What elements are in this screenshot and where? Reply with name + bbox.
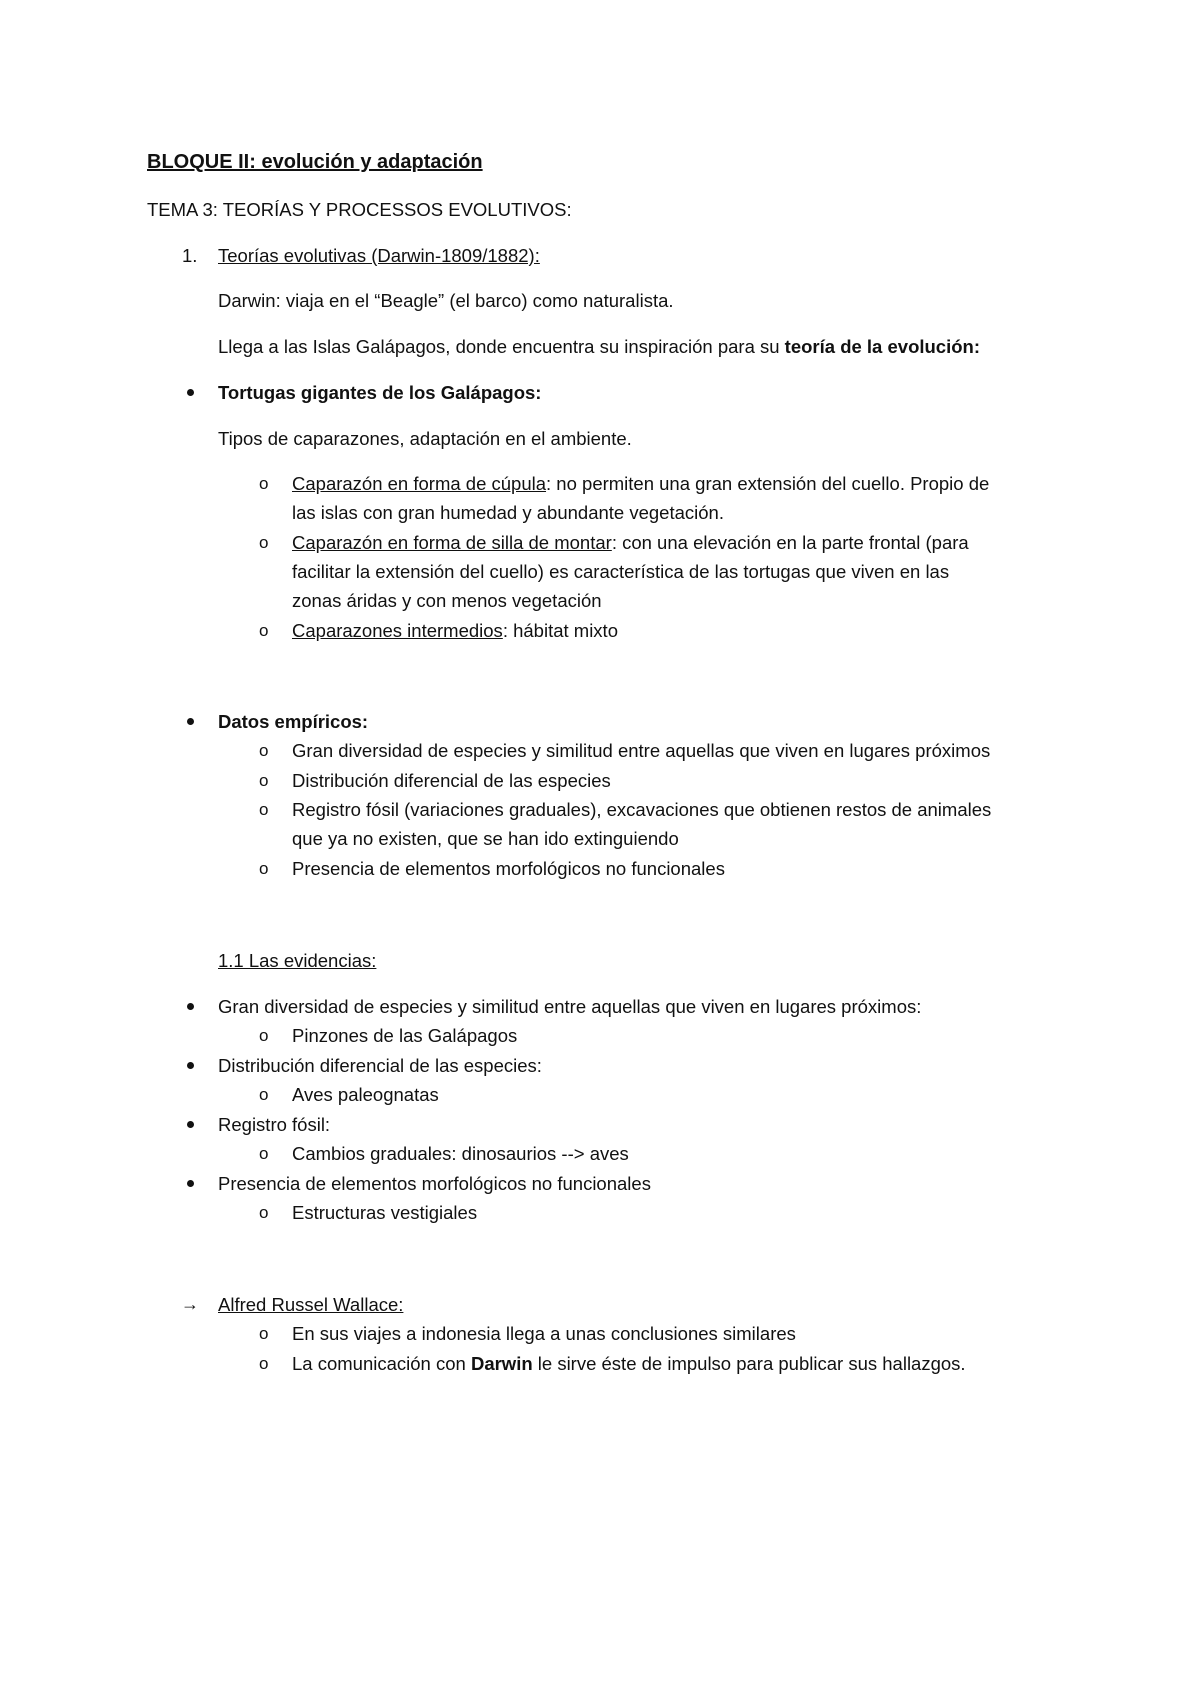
tema-heading: TEMA 3: TEORÍAS Y PROCESSOS EVOLUTIVOS: — [147, 199, 572, 220]
wallace-item: La comunicación con Darwin le sirve éste de impulso para publicar sus hallazgos. — [292, 1353, 966, 1374]
bullet-icon — [187, 1121, 194, 1128]
circle-bullet-icon: o — [259, 474, 269, 493]
circle-bullet-icon: o — [259, 621, 269, 640]
tortugas-intro: Tipos de caparazones, adaptación en el ambiente. — [218, 428, 632, 449]
evidencia-item: Distribución diferencial de las especies: — [218, 1055, 542, 1076]
bullet-icon — [187, 389, 194, 396]
arrow-right-icon: → — [181, 1294, 199, 1314]
evidencia-subitem: Cambios graduales: dinosaurios --> aves — [292, 1143, 629, 1164]
datos-item: Registro fósil (variaciones graduales), excavaciones que obtienen restos de animales — [292, 799, 992, 820]
section-number: 1. — [182, 245, 198, 266]
evidencia-item: Presencia de elementos morfológicos no funcionales — [218, 1173, 651, 1194]
bullet-icon — [187, 1180, 194, 1187]
datos-item: Gran diversidad de especies y similitud entre aquellas que viven en lugares próximos — [292, 740, 991, 761]
circle-bullet-icon: o — [259, 1085, 269, 1104]
shell-type-item: Caparazón en forma de silla de montar: con una elevación en la parte frontal (para — [292, 532, 969, 553]
circle-bullet-icon: o — [259, 1354, 269, 1373]
evidencias-heading: 1.1 Las evidencias: — [218, 950, 377, 971]
circle-bullet-icon: o — [259, 1203, 269, 1222]
galapagos-paragraph: Llega a las Islas Galápagos, donde encuentra su inspiración para su teoría de la evolución: — [218, 336, 980, 357]
shell-type-item-continued: las islas con gran humedad y abundante vegetación. — [292, 502, 724, 523]
evidencia-item: Registro fósil: — [218, 1114, 331, 1135]
circle-bullet-icon: o — [259, 1026, 269, 1045]
datos-item-continued: que ya no existen, que se han ido extinguiendo — [292, 828, 679, 849]
wallace-item: En sus viajes a indonesia llega a unas conclusiones similares — [292, 1323, 796, 1344]
tortugas-heading: Tortugas gigantes de los Galápagos: — [218, 382, 542, 403]
bullet-icon — [187, 718, 194, 725]
datos-heading: Datos empíricos: — [218, 711, 369, 732]
circle-bullet-icon: o — [259, 533, 269, 552]
circle-bullet-icon: o — [259, 859, 269, 878]
document-title: BLOQUE II: evolución y adaptación — [147, 151, 483, 173]
bullet-icon — [187, 1003, 194, 1010]
datos-item: Presencia de elementos morfológicos no funcionales — [292, 858, 725, 879]
circle-bullet-icon: o — [259, 800, 269, 819]
circle-bullet-icon: o — [259, 1324, 269, 1343]
shell-type-item: Caparazón en forma de cúpula: no permiten una gran extensión del cuello. Propio de — [292, 473, 990, 494]
bullet-icon — [187, 1062, 194, 1069]
shell-type-item: Caparazones intermedios: hábitat mixto — [292, 620, 618, 641]
circle-bullet-icon: o — [259, 741, 269, 760]
datos-item: Distribución diferencial de las especies — [292, 770, 611, 791]
evidencia-item: Gran diversidad de especies y similitud entre aquellas que viven en lugares próximos: — [218, 996, 922, 1017]
circle-bullet-icon: o — [259, 1144, 269, 1163]
darwin-paragraph: Darwin: viaja en el “Beagle” (el barco) como naturalista. — [218, 290, 674, 311]
evidencia-subitem: Aves paleognatas — [292, 1084, 439, 1105]
shell-type-item-continued: facilitar la extensión del cuello) es característica de las tortugas que viven en las — [292, 561, 950, 582]
wallace-heading: Alfred Russel Wallace: — [218, 1294, 404, 1315]
evidencia-subitem: Estructuras vestigiales — [292, 1202, 478, 1223]
shell-type-item-continued: zonas áridas y con menos vegetación — [292, 590, 602, 611]
evidencia-subitem: Pinzones de las Galápagos — [292, 1025, 518, 1046]
section-heading: Teorías evolutivas (Darwin-1809/1882): — [218, 245, 540, 266]
circle-bullet-icon: o — [259, 771, 269, 790]
